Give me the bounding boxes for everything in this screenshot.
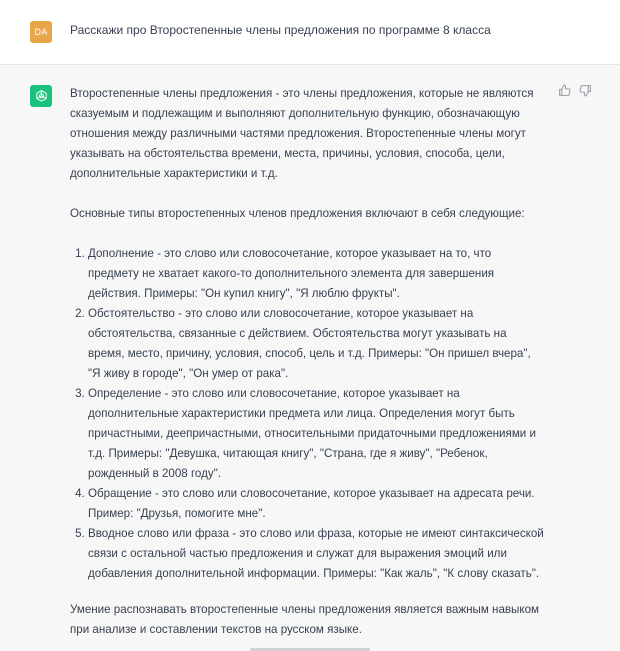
user-avatar: DA — [30, 21, 52, 43]
list-item: 5. Вводное слово или фраза - это слово или фраза, которые не имеют синтаксической связи с остальной частью предложения и служат для выражения эмоций или добавления дополнительной информации. Примеры: "Как жаль", "К слову сказать". — [88, 524, 545, 584]
assistant-message-content — [70, 84, 545, 651]
list-item: 1. Дополнение - это слово или словосочетание, которое указывает на то, что предмету не хватает какого-то дополнительного элемента для завершения действия. Примеры: "Он купил книгу", "Я люблю фрукты". — [88, 244, 545, 304]
types-list — [70, 244, 545, 584]
assistant-message-row — [0, 66, 620, 651]
feedback-buttons — [558, 84, 592, 97]
answer-paragraph-intro: Второстепенные члены предложения - это члены предложения, которые не являются сказуемым и подлежащим и выполняют дополнительную функцию, обозначающую отношения между различными частями предложения. Второстепенные члены могут указывать на обстоятельства времени, места, причины, условия, способа, цели, дополнительные характеристики и т.д. — [70, 87, 534, 180]
openai-logo-icon — [30, 85, 52, 107]
list-item: 3. Определение - это слово или словосочетание, которое указывает на дополнительные характеристики предмета или лица. Определения могут быть причастными, деепричастными, относительными придаточными предложениями и т.д. Примеры: "Девушка, читающая книгу", "Страна, где я живу", "Ребенок, рожденный в 2008 году". — [88, 384, 545, 484]
answer-paragraph-conclusion: Умение распознавать второстепенные члены предложения является важным навыком при анализе и составлении текстов на русском языке. — [70, 603, 540, 636]
user-message-row — [0, 0, 620, 65]
list-item: 4. Обращение - это слово или словосочетание, которое указывает на адресата речи. Пример: "Друзья, помогите мне". — [88, 484, 545, 524]
thumbs-down-icon[interactable] — [579, 84, 592, 97]
thumbs-up-icon[interactable] — [558, 84, 571, 97]
answer-paragraph-types: Основные типы второстепенных членов предложения включают в себя следующие: — [70, 207, 525, 220]
user-message-text: Расскажи про Второстепенные члены предложения по программе 8 класса — [70, 23, 491, 37]
list-item: 2. Обстоятельство - это слово или словосочетание, которое указывает на обстоятельства, связанные с действием. Обстоятельства могут указывать на время, место, причину, условия, способ, цель и т.д. Примеры: "Он пришел вчера", "Я живу в городе", "Он умер от рака". — [88, 304, 545, 384]
